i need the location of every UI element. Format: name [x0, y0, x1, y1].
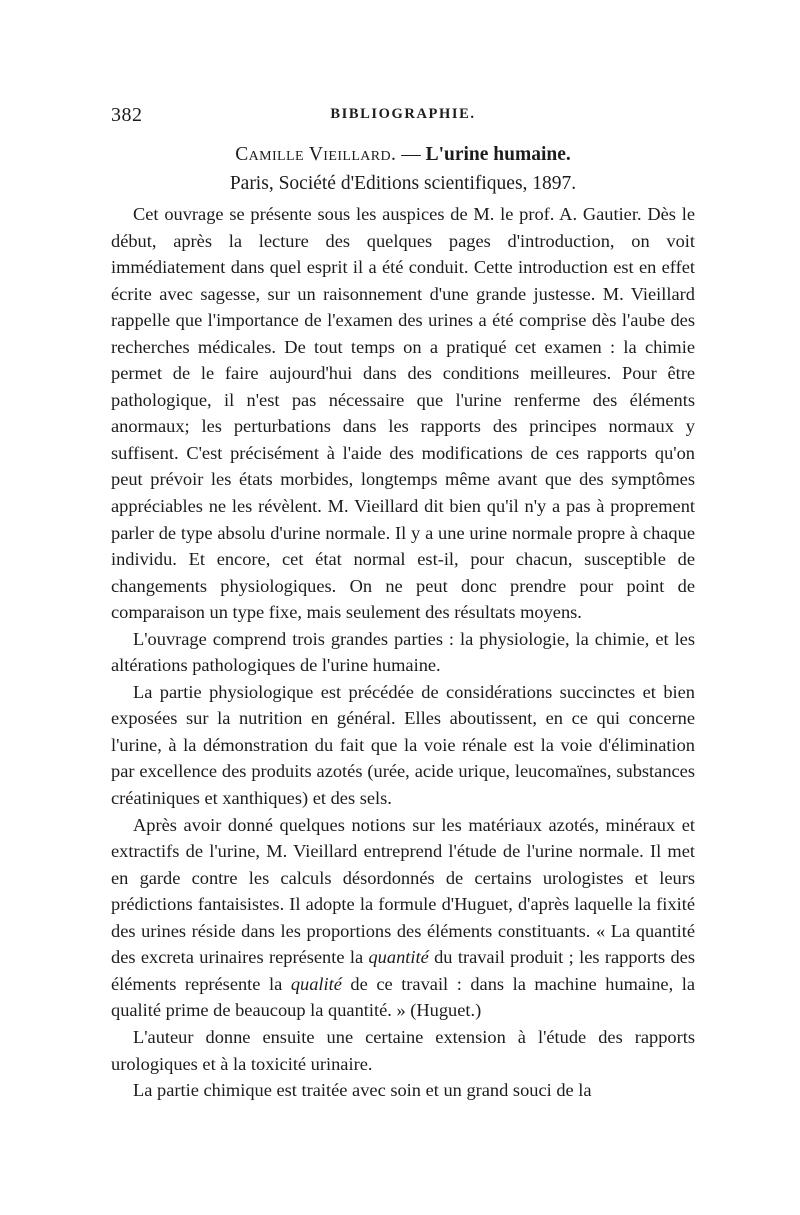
paragraph-physiology: La partie physiologique est précédée de considérations succinctes et bien exposées sur la nutrition en général. Elles aboutissent, en ce qui concerne l'urine, à la démonstration du fait que la voie rénale est la voie d'élimination par excellence des produits azotés (urée, acide urique, leucomaïnes, substances créatiniques et xanthiques) et des sels. — [111, 681, 695, 809]
review-body — [111, 201, 695, 1104]
paragraph-text: de ce travail : dans la machine humaine, la qualité prime de beaucoup la quantité. » (Huguet.) — [111, 973, 695, 1021]
running-title: BIBLIOGRAPHIE. — [330, 106, 476, 122]
paragraph-text: du travail produit ; les rapports des éléments représente la — [111, 947, 695, 994]
paragraph-structure: L'ouvrage comprend trois grandes parties : la physiologie, la chimie, et les altérations pathologiques de l'urine humaine. — [111, 628, 695, 676]
paragraph-normal-urine — [111, 812, 695, 1024]
page-number: 382 — [111, 104, 143, 126]
book-title: L'urine humaine. — [425, 144, 571, 165]
citation-line-1 — [111, 140, 695, 169]
book-publication: Paris, Société d'Editions scientifiques, 1897. — [229, 173, 577, 194]
paragraph-introduction: Cet ouvrage se présente sous les auspices de M. le prof. A. Gautier. Dès le début, après la lecture des quelques pages d'introduction, on voit immédiatement dans quel esprit il a été conduit. Cette introduction est en effet écrite avec sagesse, sur un raisonnement d'une grande justesse. M. Vieillard rappelle que l'importance de l'examen des urines a été comprise dès l'aube des recherches médicales. De tout temps on a pratiqué cet examen : la chimie permet de le faire aujourd'hui dans des conditions meilleures. Pour être pathologique, il n'est pas nécessaire que l'urine renferme des éléments anormaux; les perturbations dans les rapports des principes normaux y suffisent. C'est précisément à l'aide des modifications de ces rapports qu'on peut prévoir les états morbides, longtemps même avant que des symptômes appréciables ne les révèlent. M. Vieillard dit bien qu'il n'y a pas à proprement parler de type absolu d'urine normale. Il y a une urine normale propre à chaque individu. Et encore, cet état normal est-il, pour chacun, susceptible de changements physiologiques. On ne peut donc prendre pour point de comparaison un type fixe, mais seulement des résultats moyens. — [111, 204, 695, 623]
book-citation — [111, 140, 695, 198]
book-author: Camille Vieillard. — [235, 144, 397, 165]
emphasis-qualite: qualité — [290, 973, 342, 994]
paragraph-text: Après avoir donné quelques notions sur les matériaux azotés, minéraux et extractifs de l'urine, M. Vieillard entreprend l'étude de l'urine normale. Il met en garde contre les calculs désordonnés de certains urologistes et leurs prédictions fantaisistes. Il adopte la formule d'Huguet, d'après laquelle la fixité des urines réside dans les proportions des éléments constituants. « La quantité des excreta urinaires représente la — [111, 814, 695, 968]
citation-separator: — — [401, 144, 421, 165]
paragraph-urological-ratios: L'auteur donne ensuite une certaine extension à l'étude des rapports urologiques et à la toxicité urinaire. — [111, 1026, 695, 1074]
paragraph-chemistry: La partie chimique est traitée avec soin et un grand souci de la — [133, 1080, 592, 1101]
running-head — [111, 104, 695, 132]
emphasis-quantite: quantité — [368, 947, 429, 968]
